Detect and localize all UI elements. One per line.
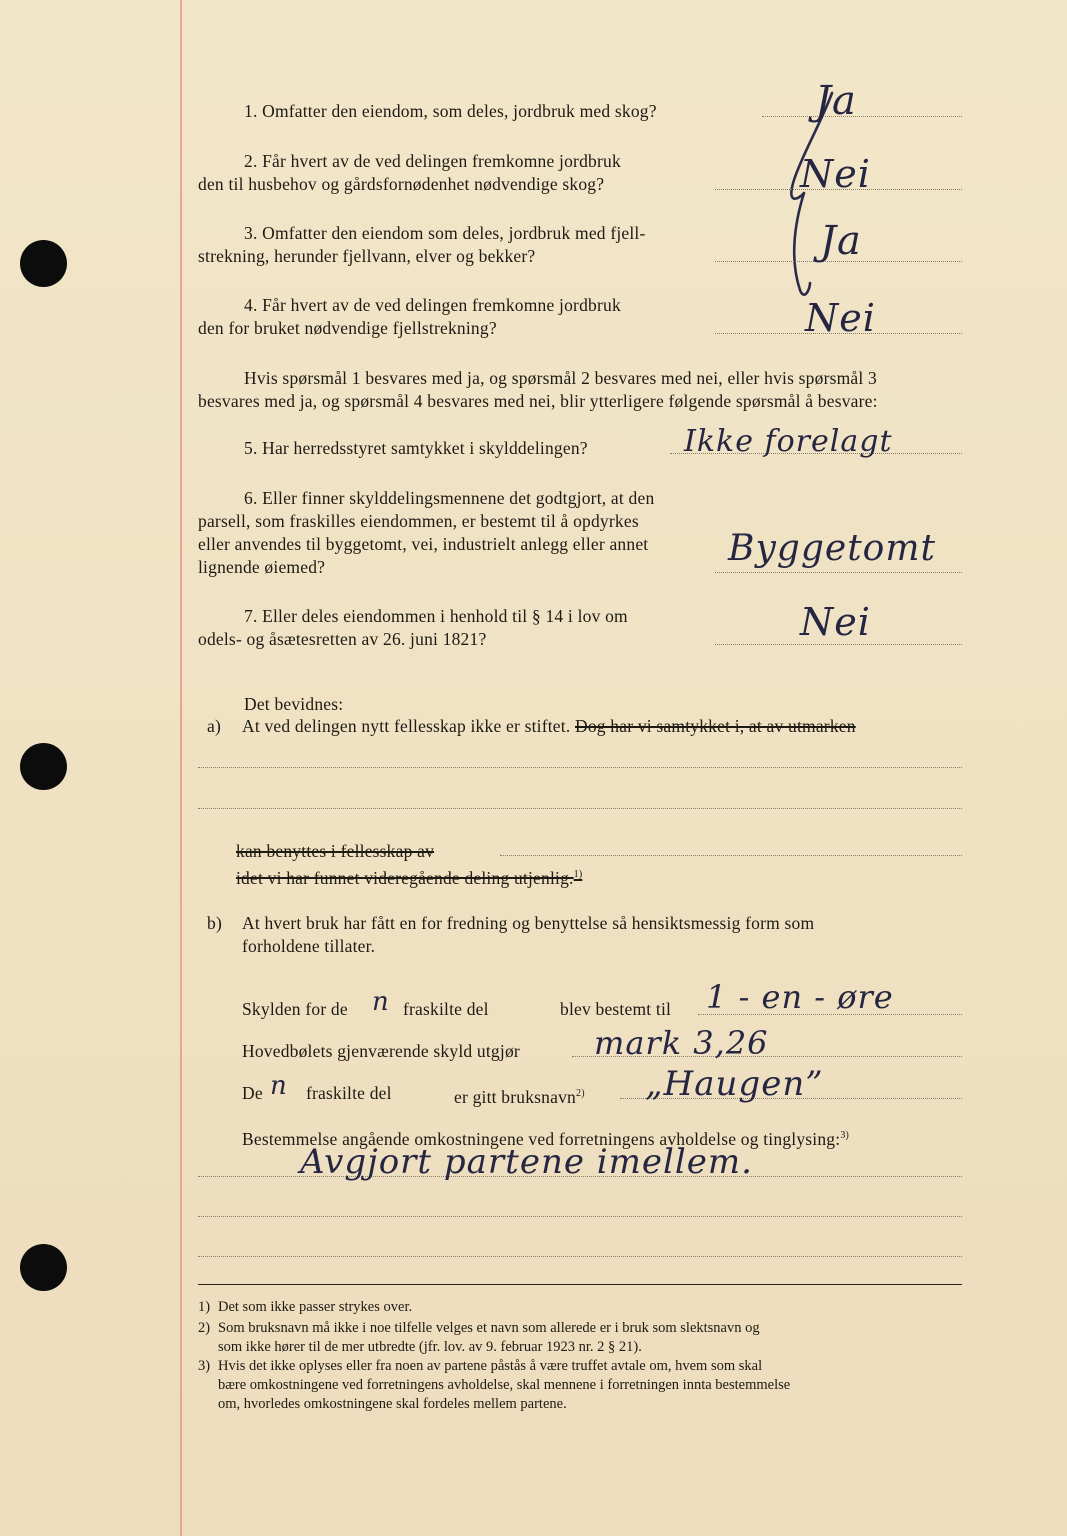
skyld-label-3c (454, 1082, 585, 1109)
footnote-rule (198, 1284, 962, 1285)
question-2-line-1: 2. Får hvert av de ved delingen fremkomne jordbruk (244, 151, 621, 171)
skyld-value-1: 1 - en - øre (706, 978, 894, 1016)
attest-a-text (242, 715, 856, 738)
answer-line (715, 572, 962, 573)
skyld-label-1: Skylden for de (242, 999, 348, 1019)
question-7-line-2: odels- og åsætesretten av 26. juni 1821? (198, 629, 487, 649)
struck-line-1: kan benyttes i fellesskap av (236, 841, 435, 861)
punch-hole (20, 1244, 67, 1291)
punch-hole (20, 240, 67, 287)
answer-line (762, 116, 962, 117)
attest-a-label: a) (207, 716, 221, 736)
question-3-line-1: 3. Omfatter den eiendom som deles, jordbruk med fjell- (244, 223, 646, 243)
footnote-1-mark: 1) (198, 1299, 211, 1315)
attest-b-label: b) (207, 913, 222, 933)
answer-3: Ja (820, 218, 862, 264)
question-4-line-2: den for bruket nødvendige fjellstrekning? (198, 318, 497, 338)
question-6-line-1: 6. Eller finner skylddelingsmennene det godtgjort, at den (244, 488, 655, 508)
margin-line (180, 0, 182, 1536)
answer-6: Byggetomt (728, 528, 936, 569)
skyld-value-3: „Haugen” (645, 1064, 824, 1104)
answer-5: Ikke forelagt (684, 424, 893, 459)
attest-heading: Det bevidnes: (244, 694, 344, 714)
attest-a-text-main: At ved delingen nytt fellesskap ikke er stiftet. (242, 716, 571, 736)
footnote-1: Det som ikke passer strykes over. (218, 1299, 413, 1315)
question-6-line-3: eller anvendes til byggetomt, vei, industrielt anlegg eller annet (198, 534, 649, 554)
struck-line-2 (236, 863, 582, 890)
costs-label-text: Bestemmelse angående omkostningene ved forretningens avholdelse og tinglysing: (242, 1128, 841, 1149)
skyld-label-1c: blev bestemt til (560, 999, 672, 1019)
footnote-3-line-3: om, hvorledes omkostningene skal fordeles mellem partene. (218, 1396, 567, 1412)
skyld-value-2: mark 3,26 (594, 1024, 769, 1062)
skyld-label-3c-text: er gitt bruksnavn (454, 1086, 576, 1107)
plural-mark: n (270, 1071, 288, 1101)
footnote-ref: 1) (573, 869, 583, 880)
attest-b-line-1: At hvert bruk har fått en for fredning og benyttelse så hensiktsmessig form som (242, 913, 815, 933)
footnote-2-line-2: som ikke hører til de mer utbredte (jfr. lov. av 9. februar 1923 nr. 2 § 21). (218, 1339, 642, 1355)
struck-line-2-text: idet vi har funnet videregående deling utjenlig. (236, 867, 574, 888)
question-1: 1. Omfatter den eiendom, som deles, jordbruk med skog? (244, 101, 657, 121)
footnote-3-mark: 3) (198, 1358, 211, 1374)
footnote-ref: 2) (576, 1088, 585, 1099)
blank-line (198, 1256, 962, 1257)
footnote-3-line-1: Hvis det ikke oplyses eller fra noen av partene påstås å være truffet avtale om, hvem som skal (218, 1358, 763, 1374)
skyld-label-1b: fraskilte del (403, 999, 489, 1019)
question-2-line-2: den til husbehov og gårdsfornødenhet nødvendige skog? (198, 174, 605, 194)
question-4-line-1: 4. Får hvert av de ved delingen fremkomne jordbruk (244, 295, 621, 315)
condition-line-1: Hvis spørsmål 1 besvares med ja, og spørsmål 2 besvares med nei, eller hvis spørsmål 3 (244, 368, 877, 388)
attest-a-struck: Dog har vi samtykket i, at av utmarken (574, 716, 856, 736)
footnote-2-line-1: Som bruksnavn må ikke i noe tilfelle velges et navn som allerede er i bruk som slektsnavn og (218, 1320, 760, 1336)
skyld-label-2: Hovedbølets gjenværende skyld utgjør (242, 1041, 520, 1061)
plural-mark: n (372, 987, 390, 1017)
answer-1: Ja (815, 78, 857, 124)
answer-7: Nei (800, 600, 871, 644)
footnote-3-line-2: bære omkostningene ved forretningens avholdelse, skal mennene i forretningen innta bestemmelse (218, 1377, 791, 1393)
condition-line-2: besvares med ja, og spørsmål 4 besvares med nei, blir ytterligere følgende spørsmål å besvare: (198, 391, 878, 411)
skyld-label-3b: fraskilte del (306, 1083, 392, 1103)
footnote-ref: 3) (840, 1130, 850, 1141)
blank-line (500, 855, 962, 856)
blank-line (198, 1216, 962, 1217)
answer-4: Nei (805, 296, 876, 340)
costs-value: Avgjort partene imellem. (300, 1142, 753, 1182)
punch-hole (20, 743, 67, 790)
attest-b-line-2: forholdene tillater. (242, 936, 376, 956)
question-6-line-2: parsell, som fraskilles eiendommen, er bestemt til å opdyrkes (198, 511, 639, 531)
question-5: 5. Har herredsstyret samtykket i skylddelingen? (244, 438, 588, 458)
question-7-line-1: 7. Eller deles eiendommen i henhold til § 14 i lov om (244, 606, 628, 626)
answer-line (715, 644, 962, 645)
footnote-2-mark: 2) (198, 1320, 211, 1336)
question-3-line-2: strekning, herunder fjellvann, elver og bekker? (198, 246, 536, 266)
skyld-label-3: De (242, 1083, 263, 1103)
blank-line (198, 767, 962, 768)
blank-line (198, 808, 962, 809)
question-6-line-4: lignende øiemed? (198, 557, 326, 577)
answer-2: Nei (800, 152, 871, 196)
